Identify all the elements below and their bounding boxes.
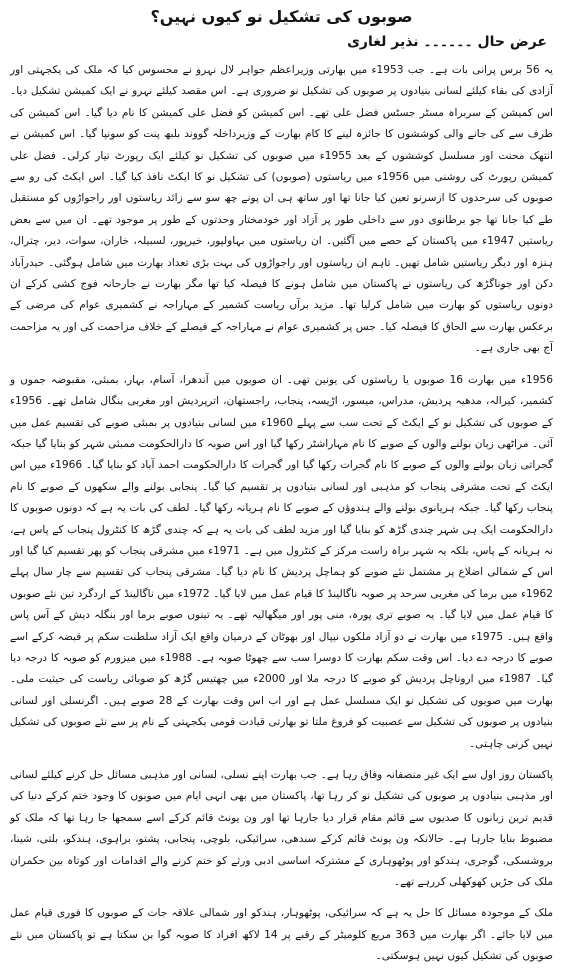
article-byline: عرض حال ۔۔۔۔۔۔ نذیر لغاری [347, 34, 547, 50]
article-paragraph: ملک کے موجودہ مسائل کا حل یہ ہے کہ سرائیکی، پوٹھوہار، ہندکو اور شمالی علاقہ جات کے صوبوں کا فوری قیام عمل میں لایا جائے۔ اگر بھارت میں 363 مربع کلومیٹر کے رقبے پر 14 لاکھ افراد کا صوبہ گوا بن سکتا ہے تو پاکستان میں نئے صوبوں کی تشکیل کیوں نہیں ہوسکتی۔ [10, 907, 553, 963]
article-paragraph: یہ 56 برس پرانی بات ہے۔ جب 1953ء میں بھارتی وزیراعظم جواہر لال نہرو نے محسوس کیا کہ ملک کی یکجہتی اور آزادی کی بقاء کیلئے لسانی بنیادوں پر صوبوں کی تشکیل نو ضروری ہے۔ اس مقصد کیلئے نہرو نے ایک کمیشن تشکیل دیا۔ اس کمیشن کے سربراہ مسٹر جسٹس فضل علی تھے۔ اس کمیشن کو فضل علی کمیشن کا نام دیا گیا۔ اس کمیشن کی طرف سے کی جانے والی کوششوں کا جائزہ لینے کا کام بھارت کے وزیرداخلہ گووند بلبھ پنت کو سونپا گیا۔ اس کمیشن نے انتھک محنت اور مسلسل کوششوں کے بعد 1955ء میں صوبوں کی تشکیل نو کیلئے ایک رپورٹ تیار کرلی۔ فضل علی کمیشن رپورٹ کی روشنی میں 1956ء میں ریاستوں (صوبوں) کی تشکیل نو کا ایکٹ نافذ کیا گیا۔ اس ایکٹ کی رو سے صوبوں کی سرحدوں کا ازسرنو تعین کیا جانا تھا اور ساتھ ہی ان پونے چھ سو سے زائد ریاستوں اور راجواڑوں کو مستقبل طے کیا جانا تھا جو برطانوی دور سے داخلی طور پر آزاد اور خودمختار وحدتوں کے طور پر موجود تھے۔ ان میں سے بعض ریاستیں 1947ء میں پاکستان کے حصے میں آگئیں۔ ان ریاستوں میں بہاولپور، خیرپور، لسبیلہ، خاران، سوات، دیر، چترال، ہنزہ اور دیگر ریاستیں شامل تھیں۔ تاہم ان ریاستوں اور راجواڑوں کی بہت بڑی تعداد بھارت میں شامل ہوگئی۔ حیدرآباد دکن اور جوناگڑھ کی ریاستوں نے پاکستان میں شامل ہونے کا فیصلہ کیا تھا مگر بھارت نے جارحانہ فوج کشی کرکے ان دونوں ریاستوں کو بھارت میں شامل کرلیا تھا۔ مزید برآں ریاست کشمیر کے مہاراجہ نے کشمیری عوام کی مرضی کے برعکس بھارت سے الحاق کا فیصلہ کیا۔ جس پر کشمیری عوام نے مہاراجہ کے فیصلے کے خلاف مزاحمت کی اور یہ مزاحمت آج بھی جاری ہے۔ [10, 64, 553, 355]
article-paragraph: پاکستان روز اول سے ایک غیر منصفانہ وفاق رہا ہے۔ جب بھارت اپنے نسلی، لسانی اور مذہبی مسائل حل کرنے کیلئے لسانی اور مذہبی بنیادوں پر صوبوں کی تشکیل نو کر رہا تھا، پاکستان میں بھی انہی ایام میں صوبوں کا وجود ختم کرکے دنیا کی قدیم ترین زبانوں کا صدیوں سے قائم مقام قرار دیا جارہا تھا اور ون یونٹ قائم کرکے اسے سمجھا جا رہا تھا کہ ملک کو مضبوط بنایا جارہا ہے۔ حالانکہ ون یونٹ قائم کرکے سندھی، سرائیکی، بلوچی، پنجابی، پشتو، براہوی، ہندکو، بلتی، شینا، بروشسکی، گوجری، ہندکو اور پوٹھوہاری کے مشترکہ اساسی ادبی ورثے کو ختم کرنے والے اقدامات اور کوتاہ بین حکمران ملک کی جڑیں کھوکھلی کررہے تھے۔ [10, 769, 553, 889]
article-paragraph: 1956ء میں بھارت 16 صوبوں یا ریاستوں کی یونین تھی۔ ان صوبوں میں آندھرا، آسام، بہار، بمبئی، مقبوضہ جموں و کشمیر، کیرالہ، مدھیہ پردیش، مدراس، میسور، اڑیسہ، پنجاب، راجستھان، اترپردیش اور مغربی بنگال شامل تھے۔ 1956ء کے صوبوں کی تشکیل نو کے ایکٹ کے تحت سب سے پہلے 1960ء میں لسانی بنیادوں پر بمبئی صوبے کی تقسیم عمل میں آئی۔ مراٹھی زبان بولنے والوں کے صوبے کا نام مہاراشٹر رکھا گیا اور اس صوبہ کا دارالحکومت ممبئی شہر کو بنایا گیا جبکہ گجراتی زبان بولنے والوں کے صوبے کا نام گجرات رکھا گیا اور گجرات کا دارالحکومت احمد آباد کو بنایا گیا۔ 1966ء میں اس ایکٹ کے تحت مشرقی پنجاب کو مذہبی اور لسانی بنیادوں پر تقسیم کیا گیا۔ پنجابی بولنے والے سکھوں کے صوبے کا نام پنجاب رکھا گیا۔ جبکہ ہریانوی بولنے والے ہندوؤں کے صوبے کا نام ہریانہ رکھا گیا۔ لطف کی بات یہ ہے کہ دونوں صوبوں کا دارالحکومت ایک ہی شہر چندی گڑھ کو بنایا گیا اور مزید لطف کی بات یہ ہے کہ چندی گڑھ کا کنٹرول پنجاب کے پاس ہے، نہ ہریانہ کے پاس، بلکہ یہ شہر براہ راست مرکز کے کنٹرول میں ہے۔ 1971ء میں مشرقی پنجاب کو پھر تقسیم کیا گیا اور اس کے شمالی اضلاع پر مشتمل نئے صوبے کو ہماچل پردیش کا نام دیا گیا۔ مشرقی پنجاب کی تقسیم سے چار سال پہلے 1962ء میں برما کی مغربی سرحد پر صوبہ ناگالینڈ کا قیام عمل میں لایا گیا۔ 1972ء میں ناگالینڈ کے اردگرد تین نئے صوبوں کا قیام عمل میں لایا گیا۔ یہ صوبے تری پورہ، منی پور اور میگھالیہ تھے۔ یہ تینوں صوبے برما اور بنگلہ دیش کے آس پاس واقع ہیں۔ 1975ء میں بھارت نے دو آزاد ملکوں نیپال اور بھوٹان کے درمیان واقع ایک آزاد سلطنت سکم پر قبضہ کرکے اسے صوبے کا درجہ دے دیا۔ اس وقت سکم بھارت کا دوسرا سب سے چھوٹا صوبہ ہے۔ 1988ء میں میزورم کو صوبہ کا درجہ دیا گیا۔ 1987ء میں اروناچل پردیش کو صوبے کا درجہ ملا اور 2000ء میں چھتیس گڑھ کو صوبائی ریاست کی حیثیت ملی۔ بھارت میں صوبوں کی تشکیل نو ایک مسلسل عمل ہے اور اب اس وقت بھارت کے 28 صوبے ہیں۔ اگرنسلی اور لسانی بنیادوں پر صوبوں کی تشکیل سے عصبیت کو فروغ ملتا تو بھارتی قیادت قومی یکجہتی کے نام پر سے نئے صوبوں کی تشکیل نہیں کرنی چاہتی۔ [10, 373, 554, 750]
article-title: صوبوں کی تشکیل نو کیوں نہیں؟ [150, 7, 413, 26]
